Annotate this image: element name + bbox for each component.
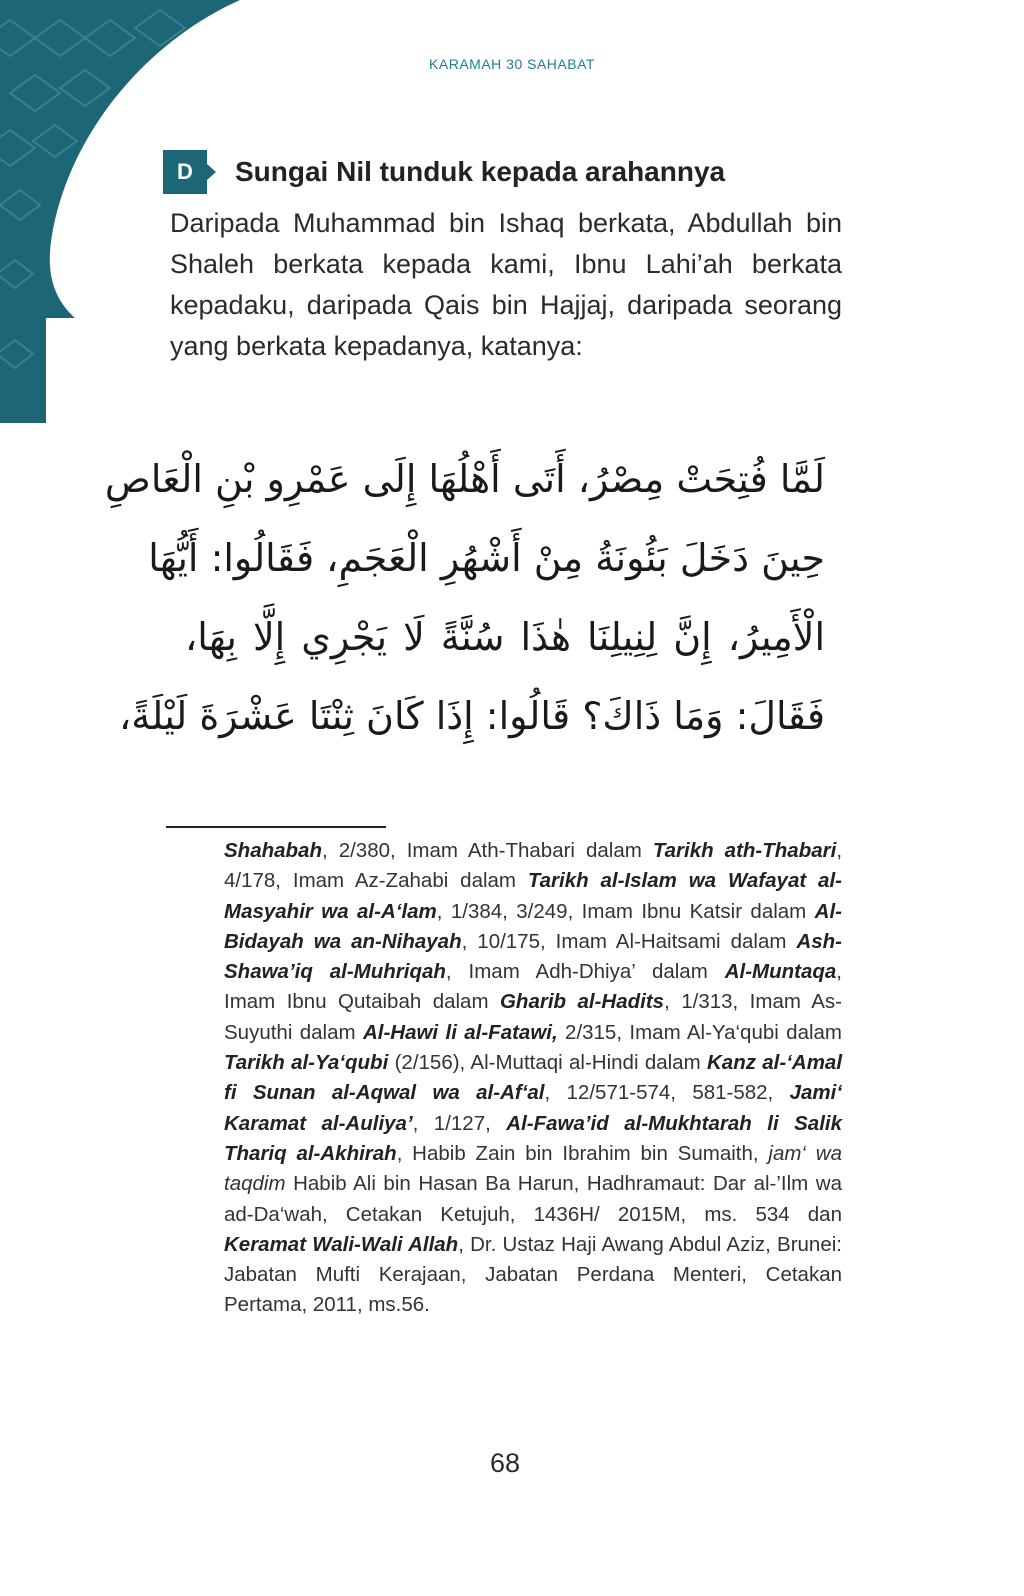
footnote-work-title: Gharib al-Hadits — [499, 990, 665, 1014]
body-paragraph: Daripada Muhammad bin Ishaq berkata, Abdullah bin Shaleh berkata kepada kami, Ibnu Lahi’ah berkata kepadaku, daripada Qais bin Hajjaj, daripada seorang yang berkata kepadanya, katanya: — [170, 208, 842, 361]
section-badge — [163, 150, 207, 194]
arabic-line: فَقَالَ: وَمَا ذَاكَ؟ قَالُوا: إِذَا كَانَ ثِنْتَا عَشْرَةَ لَيْلَةً، — [119, 694, 825, 738]
footnote-segment: , 1/384, 3/249, Imam Ibnu Katsir dalam — [436, 899, 815, 923]
arabic-line: لَمَّا فُتِحَتْ مِصْرُ، أَتَى أَهْلُهَا إِلَى عَمْرِو بْنِ الْعَاصِ — [104, 457, 825, 501]
footnote-segment: , 12/571-574, 581-582, — [544, 1081, 790, 1105]
footnote-segment: , Habib Zain bin Ibrahim bin Sumaith, — [396, 1141, 769, 1165]
footnote-work-title: Al-Bidayah wa an-Nihayah — [224, 899, 842, 953]
arabic-line: حِينَ دَخَلَ بَئُونَةُ مِنْ أَشْهُرِ الْعَجَمِ، فَقَالُوا: أَيُّهَا — [148, 536, 825, 580]
footnote-segment: , Imam Adh-Dhiya’ dalam — [445, 960, 725, 984]
footnote-segment: , Imam Ibnu Qutaibah dalam — [224, 960, 842, 1014]
footnote-segment: , Dr. Ustaz Haji Awang Abdul Aziz, Brunei: Jabatan Mufti Kerajaan, Jabatan Perdana Menteri, Cetakan Pertama, 2011, ms.56. — [224, 1232, 842, 1317]
footnote-work-title: Tarikh al-Ya‘qubi — [224, 1051, 389, 1075]
footnote-segment: , 10/175, Imam Al-Haitsami dalam — [461, 929, 797, 953]
footnote-divider — [166, 826, 386, 828]
section-title: Sungai Nil tunduk kepada arahannya — [235, 156, 726, 187]
footnote-work-title: Jami‘ Karamat al-Auliya’ — [224, 1081, 843, 1135]
footnote-segment: (2/156), Al-Muttaqi al-Hindi dalam — [388, 1051, 707, 1075]
badge-arrow-icon — [207, 164, 216, 180]
footnote-segment: , 4/178, Imam Az-Zahabi dalam — [224, 839, 843, 893]
footnote-work-title: Ash-Shawa’iq al-Muhriqah — [224, 929, 842, 984]
footnote-work-title: Al-Hawi li al-Fatawi, — [362, 1020, 558, 1044]
footnote-italic: jam‘ wa taqdim — [224, 1141, 842, 1196]
footnote-work-title: Keramat Wali-Wali Allah — [224, 1232, 459, 1256]
section-letter: D — [177, 159, 193, 184]
arabic-line: الْأَمِيرُ، إِنَّ لِنِيلِنَا هٰذَا سُنَّةً لَا يَجْرِي إِلَّا بِهَا، — [185, 615, 825, 659]
footnote-work-title: Al-Muntaqa — [724, 960, 837, 984]
footnote-work-title: Tarikh al-Islam wa Wafayat al-Masyahir wa al-A‘lam — [224, 869, 842, 923]
footnote-work-title: Tarikh ath-Thabari — [652, 839, 837, 862]
footnote-segment: , 2/380, Imam Ath-Thabari dalam — [321, 839, 653, 862]
footnote-segment: , 1/127, — [412, 1111, 507, 1135]
page-number: 68 — [489, 1448, 521, 1478]
arabic-quotation — [104, 440, 825, 756]
footnote-segment: Habib Ali bin Hasan Ba Harun, Hadhramaut: Dar al-’Ilm wa ad-Da‘wah, Cetakan Ketujuh, 1436H/ 2015M, ms. 534 dan — [224, 1172, 842, 1226]
footnote-work-title: Kanz al-‘Amal fi Sunan al-Aqwal wa al-Af‘al — [224, 1051, 843, 1105]
footnote-text — [224, 836, 842, 1321]
running-header: KARAMAH 30 SAHABAT — [429, 56, 595, 72]
footnote-segment: , 1/313, Imam As-Suyuthi dalam — [224, 990, 842, 1044]
footnote-work-title: Al-Fawa’id al-Mukhtarah li Salik Thariq al-Akhirah — [224, 1111, 842, 1165]
footnote-segment: 2/315, Imam Al-Ya‘qubi dalam — [557, 1020, 843, 1044]
footnote-work-title: Shahabah — [224, 839, 322, 862]
section-heading — [163, 150, 725, 194]
